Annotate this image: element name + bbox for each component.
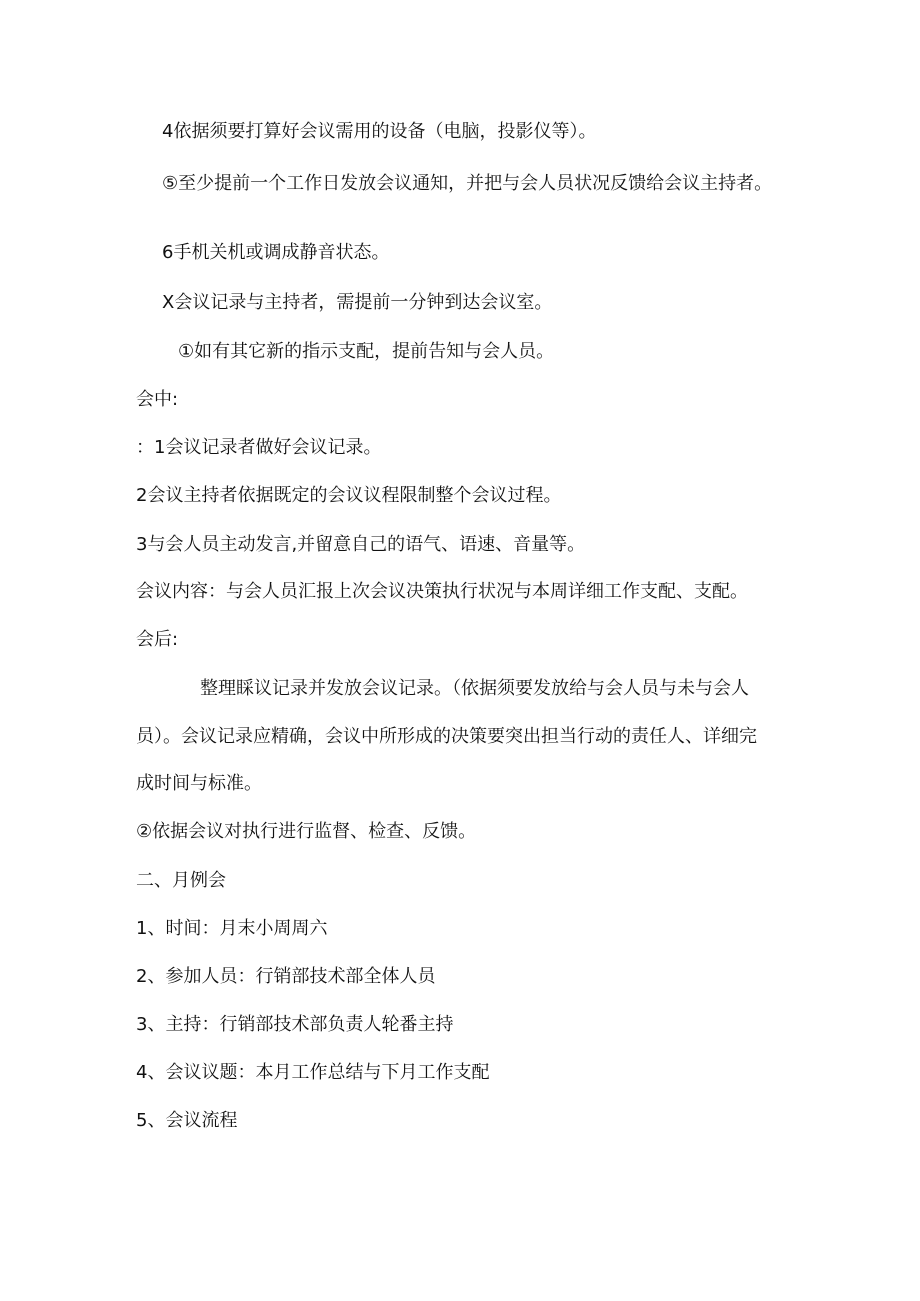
text-line: 成时间与标准。 xyxy=(136,773,262,794)
text-line: 6手机关机或调成静音状态。 xyxy=(162,242,390,263)
list-item: 3、主持：行销部技术部负责人轮番主持 xyxy=(136,1014,454,1035)
list-item: 1、时间：月末小周周六 xyxy=(136,918,328,939)
text-line: 会议内容：与会人员汇报上次会议决策执行状况与本周详细工作支配、支配。 xyxy=(136,581,748,602)
text-line: ⑤至少提前一个工作日发放会议通知，并把与会人员状况反馈给会议主持者。 xyxy=(162,173,773,194)
text-line: ①如有其它新的指示支配，提前告知与会人员。 xyxy=(178,341,555,362)
section-heading: 会后: xyxy=(136,629,179,650)
list-item: 2、参加人员：行销部技术部全体人员 xyxy=(136,966,436,987)
text-line: 4依据须要打算好会议需用的设备（电脑，投影仪等）。 xyxy=(162,121,597,142)
text-line: 2会议主持者依据既定的会议议程限制整个会议过程。 xyxy=(136,485,562,506)
section-heading: 二、月例会 xyxy=(136,870,226,891)
text-line: ：1会议记录者做好会议记录。 xyxy=(136,437,382,458)
section-heading: 会中: xyxy=(136,389,179,410)
text-line: 3与会人员主动发言,并留意自己的语气、语速、音量等。 xyxy=(136,534,586,555)
text-line: X会议记录与主持者，需提前一分钟到达会议室。 xyxy=(162,292,553,313)
list-item: 4、会议议题：本月工作总结与下月工作支配 xyxy=(136,1062,490,1083)
text-line: 整理睬议记录并发放会议记录。（依据须要发放给与会人员与未与会人 xyxy=(200,678,749,699)
list-item: 5、会议流程 xyxy=(136,1110,238,1131)
text-line: ②依据会议对执行进行监督、检查、反馈。 xyxy=(136,821,477,842)
text-line: 员）。会议记录应精确，会议中所形成的决策要突出担当行动的责任人、详细完 xyxy=(136,726,757,747)
